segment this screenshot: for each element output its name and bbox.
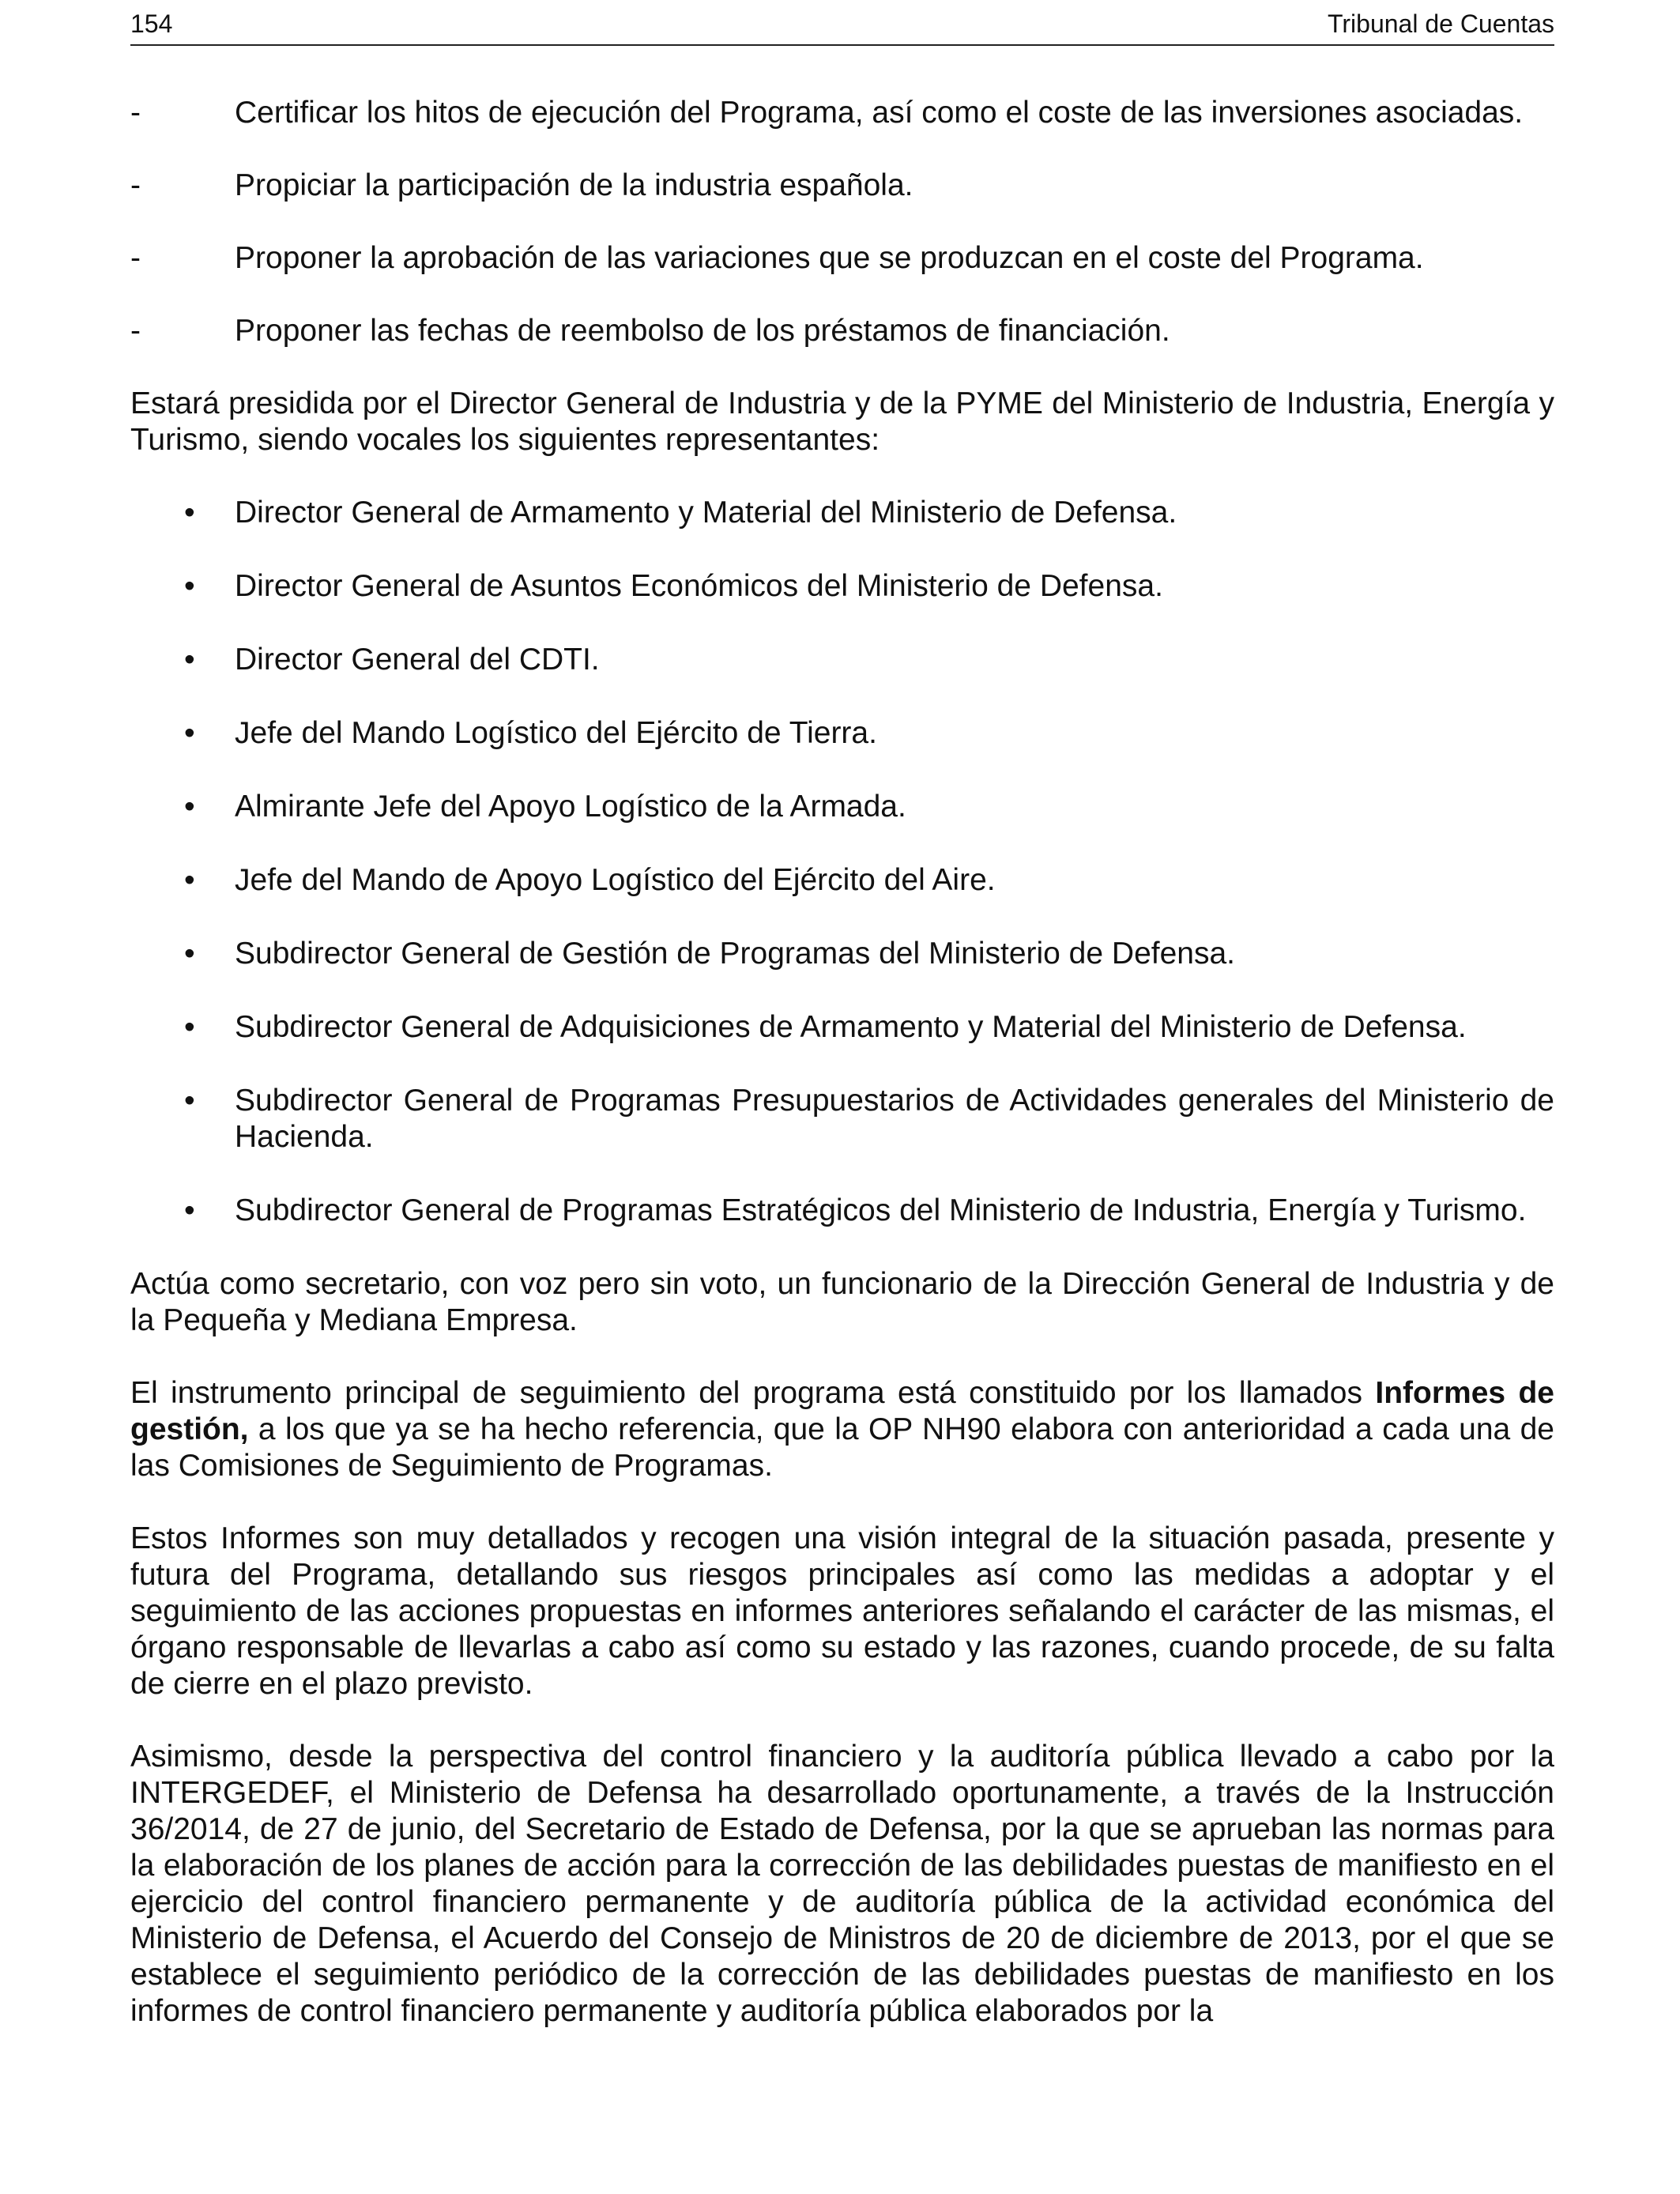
- header-publisher: Tribunal de Cuentas: [1328, 9, 1554, 38]
- bullet-icon: •: [184, 1010, 195, 1044]
- dash-item-text: Certificar los hitos de ejecución del Programa, así como el coste de las inversiones asociadas.: [235, 96, 1524, 130]
- page-header: [130, 6, 1554, 46]
- instrument-paragraph: [130, 1375, 1554, 1484]
- bullet-list-item: [130, 495, 1554, 531]
- bullet-item-text: Director General del CDTI.: [235, 643, 600, 677]
- bullet-list-item: [130, 789, 1554, 825]
- bullet-item-text: Jefe del Mando Logístico del Ejército de Tierra.: [235, 716, 877, 750]
- instrument-text-after: a los que ya se ha hecho referencia, que la OP NH90 elabora con anterioridad a cada una de las Comisiones de Seguimiento de Programas.: [130, 1412, 1554, 1483]
- instrument-text-before: El instrumento principal de seguimiento del programa está constituido por los llamados: [130, 1376, 1376, 1410]
- bullet-list-item: [130, 936, 1554, 972]
- bullet-item-text: Subdirector General de Gestión de Programas del Ministerio de Defensa.: [235, 937, 1235, 971]
- dash-list-item: [130, 240, 1554, 277]
- bullet-icon: •: [184, 1084, 195, 1118]
- bullet-icon: •: [184, 863, 195, 897]
- dash-marker: -: [130, 241, 141, 275]
- bullet-item-text: Almirante Jefe del Apoyo Logístico de la Armada.: [235, 790, 906, 824]
- intro-paragraph: Estará presidida por el Director General de Industria y de la PYME del Ministerio de Industria, Energía y Turismo, siendo vocales los siguientes representantes:: [130, 386, 1554, 457]
- bullet-item-text: Director General de Asuntos Económicos del Ministerio de Defensa.: [235, 569, 1163, 603]
- secretary-paragraph: Actúa como secretario, con voz pero sin voto, un funcionario de la Dirección General de Industria y de la Pequeña y Mediana Empresa.: [130, 1267, 1554, 1337]
- document-page: [130, 0, 1554, 2066]
- control-paragraph: Asimismo, desde la perspectiva del control financiero y la auditoría pública llevado a cabo por la INTERGEDEF, el Ministerio de Defensa ha desarrollado oportunamente, a través de la Instrucción 36/2014, de 27 de junio, del Secretario de Estado de Defensa, por la que se aprueban las normas para la elaboración de los planes de acción para la corrección de las debilidades puestas de manifiesto en el ejercicio del control financiero permanente y de auditoría pública de la actividad económica del Ministerio de Defensa, el Acuerdo del Consejo de Ministros de 20 de diciembre de 2013, por el que se establece el seguimiento periódico de la corrección de las debilidades puestas de manifiesto en los informes de control financiero permanente y auditoría pública elaborados por la: [130, 1740, 1554, 2028]
- bullet-item-text: Director General de Armamento y Material del Ministerio de Defensa.: [235, 496, 1177, 530]
- dash-marker: -: [130, 314, 141, 348]
- dash-list-item: [130, 313, 1554, 349]
- bullet-list-item: [130, 1193, 1554, 1229]
- dash-list-item: [130, 168, 1554, 204]
- bullet-list-item: [130, 862, 1554, 899]
- bullet-item-text: Subdirector General de Programas Estratégicos del Ministerio de Industria, Energía y Turismo.: [235, 1193, 1527, 1227]
- bullet-list-item: [130, 642, 1554, 678]
- bullet-list-item: [130, 568, 1554, 605]
- dash-item-text: Proponer la aprobación de las variaciones que se produzcan en el coste del Programa.: [235, 241, 1424, 275]
- bullet-icon: •: [184, 716, 195, 750]
- reports-paragraph: Estos Informes son muy detallados y recogen una visión integral de la situación pasada, presente y futura del Programa, detallando sus riesgos principales así como las medidas a adoptar y el seguimiento de las acciones propuestas en informes anteriores señalando el carácter de las mismas, el órgano responsable de llevarlas a cabo así como su estado y las razones, cuando procede, de su falta de cierre en el plazo previsto.: [130, 1521, 1554, 1701]
- dash-item-text: Propiciar la participación de la industria española.: [235, 168, 913, 202]
- bullet-item-text: Subdirector General de Adquisiciones de Armamento y Material del Ministerio de Defensa.: [235, 1010, 1467, 1044]
- dash-item-text: Proponer las fechas de reembolso de los préstamos de financiación.: [235, 314, 1170, 348]
- bullet-list-item: [130, 715, 1554, 752]
- bullet-list-item: [130, 1083, 1554, 1155]
- bullet-icon: •: [184, 937, 195, 971]
- page-number: 154: [130, 9, 173, 38]
- dash-marker: -: [130, 168, 141, 202]
- instrument-bold-term: Informes de gestión,: [130, 1376, 1554, 1446]
- bullet-icon: •: [184, 569, 195, 603]
- bullet-icon: •: [184, 790, 195, 824]
- dash-marker: -: [130, 96, 141, 130]
- document-body: [130, 95, 1554, 2030]
- bullet-item-text: Subdirector General de Programas Presupuestarios de Actividades generales del Ministerio de Hacienda.: [235, 1084, 1554, 1154]
- bullet-list-item: [130, 1009, 1554, 1046]
- bullet-icon: •: [184, 643, 195, 677]
- dash-list-item: [130, 95, 1554, 131]
- bullet-icon: •: [184, 1193, 195, 1227]
- bullet-icon: •: [184, 496, 195, 530]
- bullet-item-text: Jefe del Mando de Apoyo Logístico del Ejército del Aire.: [235, 863, 996, 897]
